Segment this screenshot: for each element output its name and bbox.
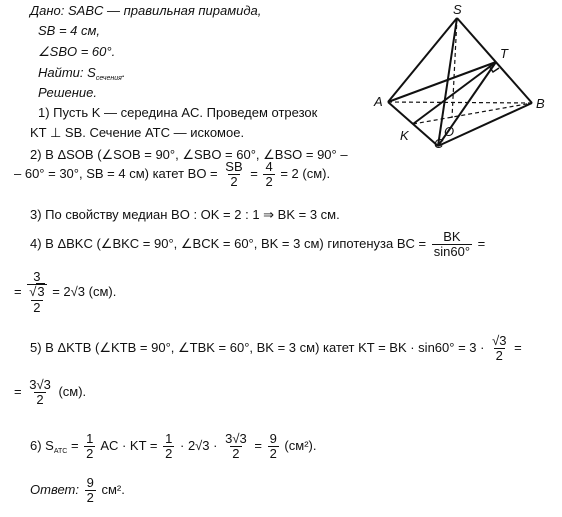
find-end: . bbox=[121, 65, 126, 80]
label-T: T bbox=[500, 46, 508, 61]
step1-line-b: KT ⊥ SB. Сечение ATC — искомое. bbox=[30, 125, 245, 140]
given-line bbox=[30, 4, 261, 18]
find-text: S bbox=[87, 65, 96, 80]
step1-line-a: 1) Пусть K — середина AC. Проведем отрезок bbox=[38, 105, 318, 120]
step4-line-b: = 3 √3 2 = 2√3 (см). bbox=[14, 269, 117, 315]
step6-fraction-4: $\frac{9}{2}$ bbox=[269, 431, 277, 462]
step4-fraction: $\frac{BK}{\sin 60^\circ}$ bbox=[433, 229, 471, 260]
find-sub: сечения bbox=[95, 75, 122, 82]
label-A: A bbox=[374, 94, 383, 109]
hidden-AB bbox=[388, 102, 532, 103]
angle-line: ∠SBO = 60°. bbox=[38, 44, 116, 59]
step4-text: 4) В ΔBKC (∠BKC = 90°, ∠BCK = 60°, BK = 3 см) гипотенуза BC = bbox=[30, 236, 427, 252]
step5b-fraction: $\frac{3√3}{2}$ bbox=[29, 377, 51, 408]
step6-fraction-2: $\frac{1}{2}$ bbox=[165, 431, 173, 462]
step2-end: = 2 (см). bbox=[280, 166, 331, 182]
given-label: Дано: bbox=[30, 3, 65, 18]
step6-fraction-1: $\frac{1}{2}$ bbox=[86, 431, 94, 462]
step5-fraction: $\frac{√3}{2}$ bbox=[492, 333, 507, 364]
step5-line-a: 5) В ΔKTB (∠KTB = 90°, ∠TBK = 60°, BK = 3 см) катет KT = BK · sin60° = 3 · $\frac{√3}{2}$ = bbox=[30, 333, 522, 364]
answer-label: Ответ: bbox=[30, 482, 79, 498]
label-B: B bbox=[536, 96, 545, 111]
answer-unit: см². bbox=[101, 482, 125, 498]
label-O: O bbox=[444, 124, 455, 139]
answer-fraction: $\frac{9}{2}$ bbox=[86, 475, 94, 506]
step5-line-b: = $\frac{3√3}{2}$ (см). bbox=[14, 377, 87, 408]
label-C: C bbox=[434, 136, 444, 150]
sb-line: SB = 4 см, bbox=[38, 23, 101, 38]
step4b-fraction: 3 √3 2 bbox=[29, 269, 45, 315]
step3-line: 3) По свойству медиан BO : OK = 2 : 1 ⇒ BK = 3 см. bbox=[30, 207, 340, 222]
edge-SB bbox=[457, 18, 532, 103]
step4-line-a: 4) В ΔBKC (∠BKC = 90°, ∠BCK = 60°, BK = 3 см) гипотенуза BC = $\frac{BK}{\sin 60^\circ}$ = bbox=[30, 229, 486, 260]
find-line bbox=[38, 66, 125, 83]
hidden-KB bbox=[413, 103, 532, 124]
step2-text: – 60° = 30°, SB = 4 см) катет BO = bbox=[14, 166, 218, 182]
pyramid-figure bbox=[362, 0, 562, 150]
line-KT bbox=[413, 62, 496, 124]
step2-fraction-2: $\frac{4}{2}$ bbox=[265, 159, 273, 190]
answer-line bbox=[30, 476, 125, 506]
step5-text: 5) В ΔKTB (∠KTB = 90°, ∠TBK = 60°, BK = 3 см) катет KT = BK · sin60° = 3 · bbox=[30, 340, 485, 356]
step2-line-a: 2) В ΔSOB (∠SOB = 90°, ∠SBO = 60°, ∠BSO = 90° – bbox=[30, 147, 348, 162]
step2-fraction-1: $\frac{SB}{2}$ bbox=[225, 159, 243, 190]
label-S: S bbox=[453, 2, 462, 17]
step5b-end: (см). bbox=[58, 384, 87, 400]
step6-end: (см²). bbox=[284, 438, 317, 454]
solution-label: Решение. bbox=[38, 85, 98, 100]
label-K: K bbox=[400, 128, 409, 143]
step4b-end: = 2√3 (см). bbox=[52, 283, 117, 299]
step6-fraction-3: $\frac{3√3}{2}$ bbox=[225, 431, 247, 462]
step2-line-b: – 60° = 30°, SB = 4 см) катет BO = $\frac{SB}{2}$ = $\frac{4}{2}$ = 2 (см). bbox=[14, 159, 331, 190]
find-label: Найти: bbox=[38, 65, 84, 80]
given-text: SABC — правильная пирамида, bbox=[68, 3, 262, 18]
step6-line: 6) $S_{ATC}$ = $\frac{1}{2}$ AC · KT = $\frac{1}{2}$ · 2√3 · $\frac{3√3}{2}$ = $\frac{9}{2}$ (см²). bbox=[30, 431, 317, 462]
